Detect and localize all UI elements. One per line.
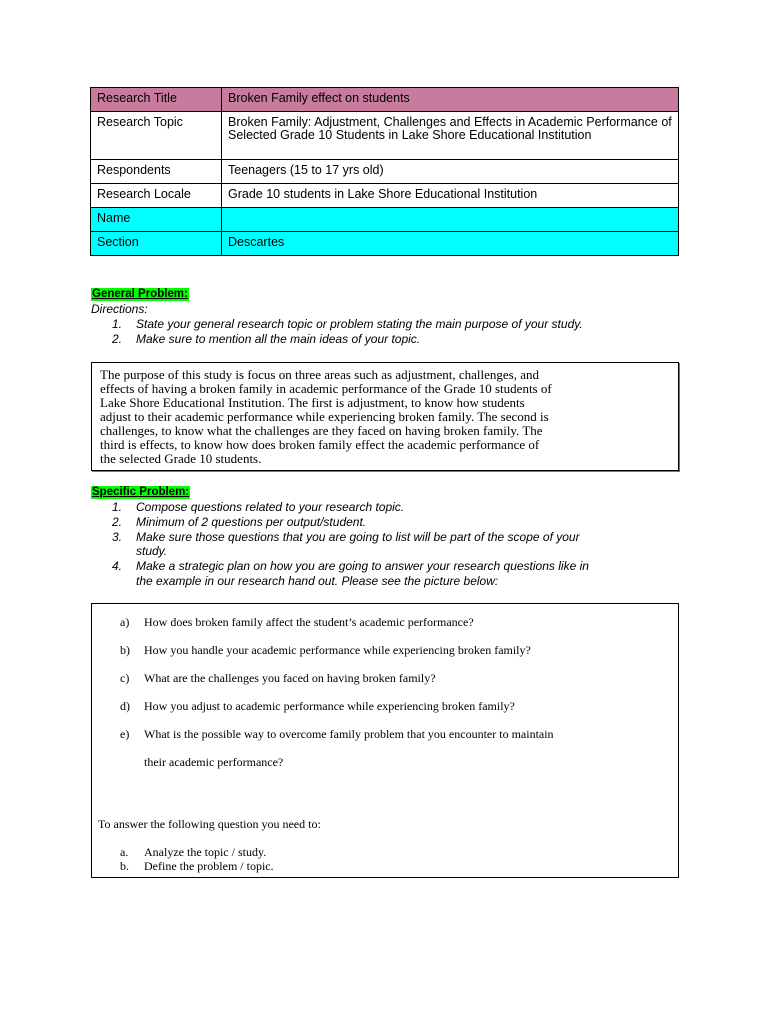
- list-text: Make a strategic plan on how you are going to answer your research questions like in: [136, 559, 589, 574]
- list-text: study.: [136, 544, 168, 559]
- list-number: 2.: [112, 514, 123, 529]
- list-text: Make sure to mention all the main ideas of your topic.: [136, 331, 421, 346]
- list-text: Minimum of 2 questions per output/student.: [136, 514, 367, 529]
- list-number: 4.: [112, 559, 123, 574]
- list-item: [120, 859, 274, 873]
- list-marker: a): [120, 615, 130, 629]
- list-number: 3.: [112, 529, 123, 544]
- list-marker: a.: [120, 845, 129, 859]
- question-text: What is the possible way to overcome family problem that you encounter to maintain: [144, 727, 554, 741]
- question-text: How you adjust to academic performance while experiencing broken family?: [144, 699, 515, 713]
- table-row-research-title: [91, 88, 679, 112]
- list-number: 1.: [112, 500, 123, 514]
- table-row-research-topic: [91, 112, 679, 160]
- list-item: [120, 692, 670, 720]
- answer-line: Lake Shore Educational Institution. The first is adjustment, to know how students: [100, 395, 525, 410]
- question-text: How does broken family affect the student’s academic performance?: [144, 615, 474, 629]
- list-text: Make sure those questions that you are going to list will be part of the scope of your: [136, 529, 580, 544]
- row-value: Descartes: [222, 232, 679, 256]
- research-questions-list: [120, 608, 670, 776]
- table-row-respondents: [91, 160, 679, 184]
- list-item: [112, 317, 583, 332]
- specific-problem-heading: Specific Problem:: [92, 486, 190, 498]
- table-row-name: [91, 208, 679, 232]
- list-item: [120, 664, 670, 692]
- list-marker: b): [120, 643, 130, 657]
- list-text: State your general research topic or problem stating the main purpose of your study.: [136, 317, 583, 331]
- row-value: Broken Family: Adjustment, Challenges and Effects in Academic Performance of Selected Grade 10 Students in Lake Shore Educational Institution: [222, 112, 679, 160]
- answer-line: effects of having a broken family in academic performance of the Grade 10 students of: [100, 381, 552, 396]
- specific-problem-answer-box: [91, 603, 679, 878]
- list-marker: d): [120, 699, 130, 713]
- row-label: Research Topic: [91, 112, 222, 160]
- specific-directions-list: [112, 500, 589, 589]
- answer-line: challenges, to know what the challenges are they faced on having broken family. The: [100, 423, 543, 438]
- research-info-table: [90, 87, 679, 256]
- general-problem-answer-box: [91, 362, 679, 471]
- row-value: [222, 208, 679, 232]
- table-row-section: [91, 232, 679, 256]
- question-text: How you handle your academic performance while experiencing broken family?: [144, 643, 531, 657]
- question-text: their academic performance?: [144, 755, 284, 769]
- answer-line: the selected Grade 10 students.: [100, 451, 262, 466]
- general-directions-list: [112, 317, 583, 347]
- step-text: Define the problem / topic.: [144, 859, 274, 873]
- list-item: [112, 515, 589, 530]
- list-text: Compose questions related to your research topic.: [136, 500, 405, 514]
- table-row-research-locale: [91, 184, 679, 208]
- row-value: Grade 10 students in Lake Shore Educational Institution: [222, 184, 679, 208]
- answer-steps-list: [120, 845, 274, 873]
- step-text: Analyze the topic / study.: [144, 845, 267, 859]
- list-item: [112, 559, 589, 589]
- answer-line: third is effects, to know how does broken family effect the academic performance of: [100, 437, 540, 452]
- row-label: Research Title: [91, 88, 222, 112]
- list-item: [112, 530, 589, 560]
- row-label: Name: [91, 208, 222, 232]
- row-label: Section: [91, 232, 222, 256]
- answer-line: adjust to their academic performance while experiencing broken family. The second is: [100, 409, 549, 424]
- list-item: [112, 332, 583, 347]
- list-text: the example in our research hand out. Please see the picture below:: [136, 573, 499, 588]
- answer-intro: To answer the following question you need to:: [98, 817, 321, 831]
- list-item: [120, 720, 670, 776]
- row-value: Broken Family effect on students: [222, 88, 679, 112]
- list-item: [120, 636, 670, 664]
- list-number: 2.: [112, 331, 123, 346]
- list-item: [120, 845, 274, 859]
- answer-line: The purpose of this study is focus on three areas such as adjustment, challenges, and: [100, 367, 539, 382]
- row-label: Research Locale: [91, 184, 222, 208]
- general-problem-heading: General Problem:: [92, 288, 188, 300]
- question-text: What are the challenges you faced on having broken family?: [144, 671, 436, 685]
- row-value: Teenagers (15 to 17 yrs old): [222, 160, 679, 184]
- list-number: 1.: [112, 317, 123, 331]
- list-item: [120, 608, 670, 636]
- list-marker: b.: [120, 859, 129, 873]
- list-marker: e): [120, 727, 130, 741]
- list-item: [112, 500, 589, 515]
- row-label: Respondents: [91, 160, 222, 184]
- list-marker: c): [120, 671, 130, 685]
- directions-label: Directions:: [91, 302, 148, 316]
- general-problem-answer: [100, 368, 672, 466]
